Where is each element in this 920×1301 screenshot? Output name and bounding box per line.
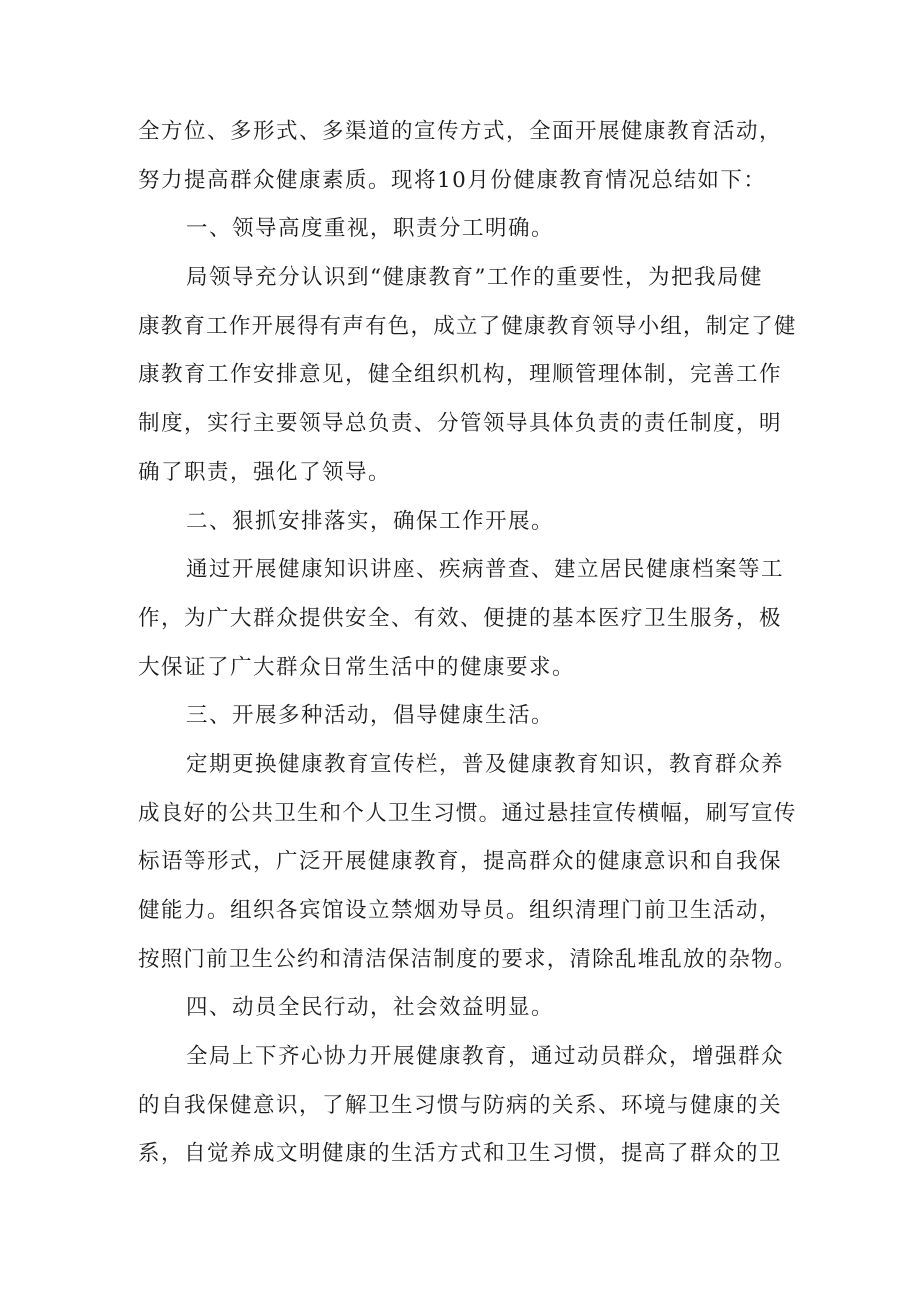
- paragraph-line: 标语等形式，广泛开展健康教育，提高群众的健康意识和自我保: [138, 849, 783, 875]
- document-body: [138, 108, 798, 1179]
- paragraph-line: 成良好的公共卫生和个人卫生习惯。通过悬挂宣传横幅，刷写宣传: [138, 800, 797, 826]
- paragraph-start-line: 全局上下齐心协力开展健康教育，通过动员群众，增强群众: [186, 1044, 785, 1070]
- paragraph-line: 大保证了广大群众日常生活中的健康要求。: [138, 654, 576, 680]
- paragraph-start-line: 二、狠抓安排落实，确保工作开展。: [186, 508, 555, 534]
- paragraph-line: 的自我保健意识，了解卫生习惯与防病的关系、环境与健康的关: [138, 1092, 783, 1118]
- paragraph-start-line: 三、开展多种活动，倡导健康生活。: [186, 703, 555, 729]
- paragraph-line: 康教育工作开展得有声有色，成立了健康教育领导小组，制定了健: [138, 313, 797, 339]
- paragraph-line: 全方位、多形式、多渠道的宣传方式，全面开展健康教育活动，: [138, 119, 783, 144]
- paragraph-line: 康教育工作安排意见，健全组织机构，理顺管理体制，完善工作: [138, 362, 783, 388]
- paragraph-line: 健能力。组织各宾馆设立禁烟劝导员。组织清理门前卫生活动，: [138, 898, 783, 923]
- paragraph-line: 确了职责，强化了领导。: [138, 459, 392, 485]
- paragraph-start-line: 局领导充分认识到“健康教育”工作的重要性，为把我局健: [186, 265, 763, 291]
- paragraph-line: 系，自觉养成文明健康的生活方式和卫生习惯，提高了群众的卫: [138, 1141, 783, 1167]
- paragraph-line: 努力提高群众健康素质。现将10月份健康教育情况总结如下：: [138, 167, 767, 193]
- paragraph-line: 作，为广大群众提供安全、有效、便捷的基本医疗卫生服务，极: [138, 605, 783, 631]
- paragraph-line: 制度，实行主要领导总负责、分管领导具体负责的责任制度，明: [138, 411, 783, 437]
- paragraph-start-line: 定期更换健康教育宣传栏，普及健康教育知识，教育群众养: [186, 751, 785, 777]
- paragraph-start-line: 通过开展健康知识讲座、疾病普查、建立居民健康档案等工: [186, 557, 785, 583]
- paragraph-line: 按照门前卫生公约和清洁保洁制度的要求，清除乱堆乱放的杂物。: [138, 946, 797, 972]
- paragraph-start-line: 一、领导高度重视，职责分工明确。: [186, 216, 555, 242]
- paragraph-start-line: 四、动员全民行动，社会效益明显。: [186, 995, 555, 1021]
